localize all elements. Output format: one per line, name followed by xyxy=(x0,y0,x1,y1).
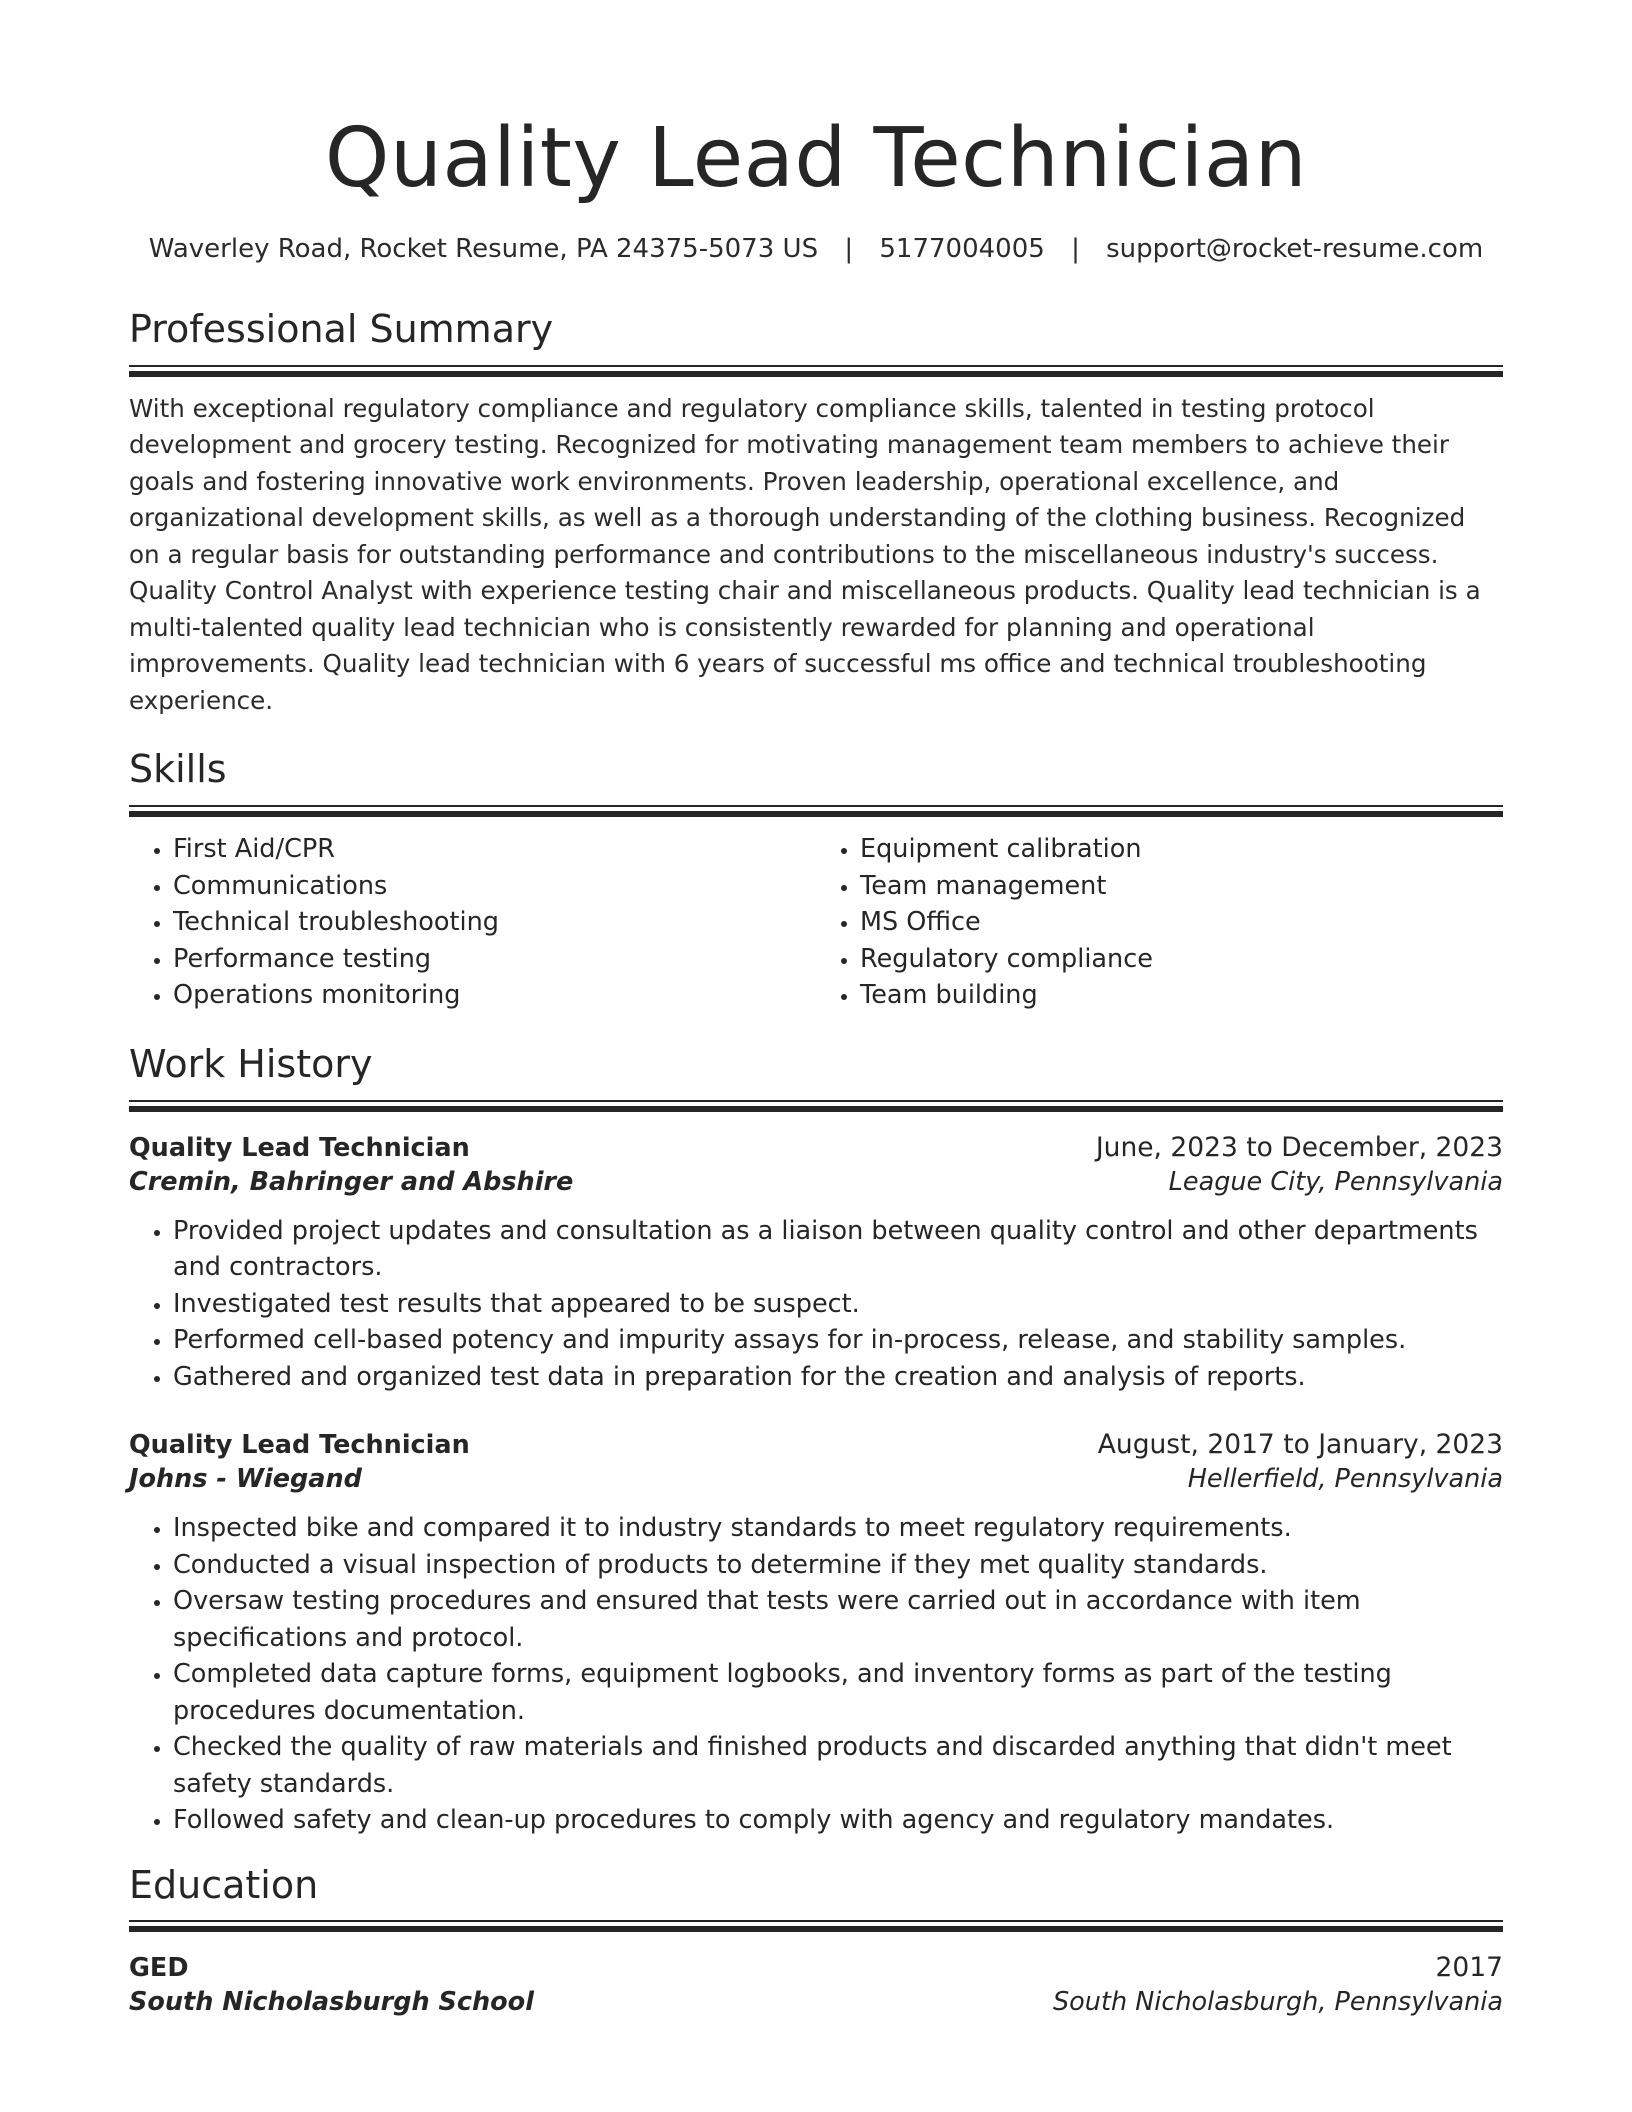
education-degree: GED xyxy=(129,1953,189,1984)
skills-list-right xyxy=(816,831,1503,1014)
skills-list-left xyxy=(129,831,816,1014)
job-bullets xyxy=(129,1510,1503,1839)
skill-item: • Operations monitoring xyxy=(173,977,816,1014)
skill-item: • First Aid/CPR xyxy=(173,831,816,868)
job-bullet: • Followed safety and clean-up procedures to comply with agency and regulatory mandates. xyxy=(173,1802,1503,1839)
section-divider xyxy=(129,805,1503,817)
section-divider xyxy=(129,1920,1503,1932)
job-bullet: • Provided project updates and consultation as a liaison between quality control and other departments and contractors. xyxy=(173,1213,1503,1286)
section-divider xyxy=(129,1100,1503,1112)
job-dates: August, 2017 to January, 2023 xyxy=(1097,1429,1503,1461)
summary-section xyxy=(129,309,1503,719)
education-entry xyxy=(129,1952,1503,2017)
job-bullet: • Completed data capture forms, equipment logbooks, and inventory forms as part of the testing procedures documentation. xyxy=(173,1656,1503,1729)
job-bullet: • Conducted a visual inspection of products to determine if they met quality standards. xyxy=(173,1547,1503,1584)
job-location: Hellerfield, Pennsylvania xyxy=(1187,1464,1503,1495)
education-heading: Education xyxy=(129,1862,319,1907)
candidate-name: Quality Lead Technician xyxy=(324,111,1308,206)
education-section xyxy=(129,1862,1503,2018)
skill-item: • Regulatory compliance xyxy=(860,941,1503,978)
skill-item: • Equipment calibration xyxy=(860,831,1503,868)
contact-separator: | xyxy=(844,234,854,264)
skill-item: • Team building xyxy=(860,977,1503,1014)
skill-item: • Technical troubleshooting xyxy=(173,904,816,941)
section-divider xyxy=(129,365,1503,377)
job-bullets xyxy=(129,1213,1503,1396)
skill-item: • MS Office xyxy=(860,904,1503,941)
job-entry xyxy=(129,1132,1503,1396)
job-bullet: • Checked the quality of raw materials and finished products and discarded anything that didn't meet safety standards. xyxy=(173,1729,1503,1802)
job-bullet: • Gathered and organized test data in preparation for the creation and analysis of reports. xyxy=(173,1359,1503,1396)
job-title: Quality Lead Technician xyxy=(129,1430,470,1461)
skill-item: • Team management xyxy=(860,868,1503,905)
education-location: South Nicholasburgh, Pennsylvania xyxy=(1053,1987,1503,2018)
work-heading: Work History xyxy=(129,1041,373,1086)
skills-heading: Skills xyxy=(129,747,227,792)
education-year: 2017 xyxy=(1435,1952,1503,1984)
skill-item: • Communications xyxy=(173,868,816,905)
contact-address: Waverley Road, Rocket Resume, PA 24375-5073 US xyxy=(148,234,819,264)
contact-separator: | xyxy=(1071,234,1080,264)
work-section xyxy=(129,1041,1503,1839)
contact-phone: 5177004005 xyxy=(879,234,1045,264)
job-bullet: • Oversaw testing procedures and ensured that tests were carried out in accordance with item specifications and protocol. xyxy=(173,1583,1503,1656)
job-location: League City, Pennsylvania xyxy=(1168,1166,1503,1197)
job-dates: June, 2023 to December, 2023 xyxy=(1095,1131,1503,1163)
job-entry xyxy=(129,1429,1503,1839)
summary-heading: Professional Summary xyxy=(129,307,554,352)
skills-columns xyxy=(129,831,1503,1014)
job-company: Johns - Wiegand xyxy=(129,1464,362,1495)
contact-email: support@rocket-resume.com xyxy=(1106,234,1484,264)
job-bullet: • Performed cell-based potency and impurity assays for in-process, release, and stability samples. xyxy=(173,1322,1503,1359)
skill-item: • Performance testing xyxy=(173,941,816,978)
education-school: South Nicholasburgh School xyxy=(129,1987,534,2018)
job-title: Quality Lead Technician xyxy=(129,1132,470,1163)
job-company: Cremin, Bahringer and Abshire xyxy=(129,1166,574,1197)
skills-section xyxy=(129,749,1503,1013)
summary-text: With exceptional regulatory compliance and regulatory compliance skills, talented in testing protocol development and grocery testing. Recognized for motivating management team members to achieve their goals and fostering innovative work environments. Proven leadership, operational excellence, and organizational development skills, as well as a thorough understanding of the clothing business. Recognized on a regular basis for outstanding performance and contributions to the miscellaneous industry's success. Quality Control Analyst with experience testing chair and miscellaneous products. Quality lead technician is a multi-talented quality lead technician who is consistently rewarded for planning and operational improvements. Quality lead technician with 6 years of successful ms office and technical troubleshooting experience. xyxy=(129,393,1481,715)
job-bullet: • Investigated test results that appeared to be suspect. xyxy=(173,1286,1503,1323)
job-bullet: • Inspected bike and compared it to industry standards to meet regulatory requirements. xyxy=(173,1510,1503,1547)
contact-line xyxy=(129,234,1503,265)
